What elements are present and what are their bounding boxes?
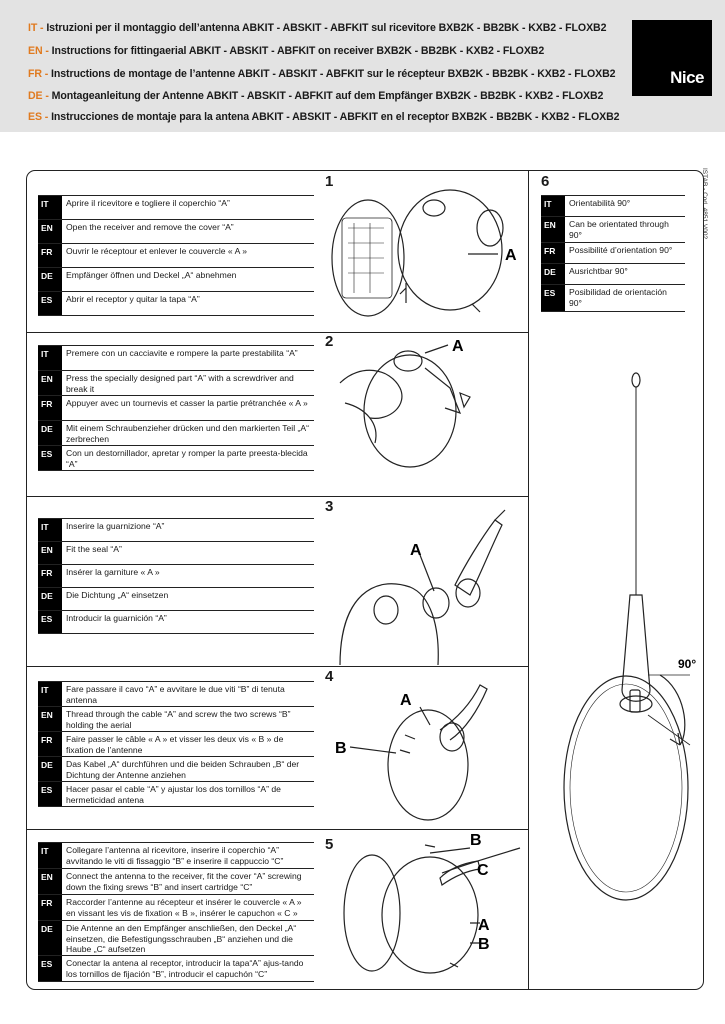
header-band (0, 0, 725, 132)
lang-tag: DE (38, 268, 62, 291)
step-number-6: 6 (541, 173, 550, 190)
instruction-table-4 (38, 681, 314, 807)
instruction-text: Can be orientated through 90° (569, 219, 669, 240)
table-row (38, 268, 314, 292)
lang-tag: EN (38, 371, 62, 395)
lang-tag: DE (38, 421, 62, 445)
instruction-table-3 (38, 518, 314, 634)
callout-label: A (410, 542, 422, 559)
table-row (541, 196, 685, 217)
lang-tag: FR (38, 396, 62, 420)
lang-tag: EN (38, 220, 62, 243)
lang-tag: ES (38, 956, 62, 981)
instruction-text: Insérer la garniture « A » (66, 567, 160, 577)
lang-tag: ES (541, 285, 565, 311)
title-text: Instrucciones de montaje para la antena ABKIT - ABSKIT - ABFKIT en el receptor BXB2K - BB2BK - KXB2 - FLOXB2 (51, 111, 620, 123)
instruction-text: Die Antenne an den Empfänger anschließen, den Deckel „A“ einsetzen, die Befestigungsschrauben „B“ anziehen und die Haube „C“ aufsetzen (66, 923, 297, 954)
lang-tag: EN (38, 707, 62, 731)
lang-tag: DE (38, 757, 62, 781)
step-divider (26, 496, 529, 497)
title-line-en: EN - Instructions for fittingaerial ABKIT - ABSKIT - ABFKIT on receiver BXB2K - BB2BK - KXB2 - FLOXB2 (28, 45, 545, 57)
lang-tag: IT (38, 843, 62, 868)
instruction-text: Con un destornillador, apretar y romper la parte preesta-blecida “A” (66, 448, 308, 469)
instruction-text: Posibilidad de orientación 90° (569, 287, 667, 308)
lang-tag: FR (541, 243, 565, 263)
lang-tag: IT (541, 196, 565, 216)
lang-tag: FR (38, 565, 62, 587)
instruction-table-2 (38, 345, 314, 471)
instruction-text: Raccorder l’antenne au récepteur et insérer le couvercle « A » en vissant les vis de fixation « B », insérer le capuchon « C » (66, 897, 302, 918)
lang-tag: DE (38, 588, 62, 610)
lang-tag: IT (38, 682, 62, 706)
step-number-4: 4 (325, 668, 334, 685)
lang-tag: ES (38, 611, 62, 633)
instruction-text: Open the receiver and remove the cover “A” (66, 222, 234, 232)
table-row (541, 243, 685, 264)
nice-logo: Nice (632, 20, 712, 96)
callout-label: C (477, 862, 489, 879)
angle-label: 90° (678, 657, 697, 671)
table-row (38, 732, 314, 757)
table-row (38, 921, 314, 956)
step1-illustration (320, 188, 525, 328)
table-row (38, 446, 314, 471)
lang-tag: IT (38, 519, 62, 541)
callout-label: B (335, 740, 347, 757)
table-row (38, 220, 314, 244)
step6-illustration (540, 370, 700, 970)
lang-tag: EN (38, 869, 62, 894)
callout-label: A (478, 917, 490, 934)
title-line-de: DE - Montageanleitung der Antenne ABKIT - ABSKIT - ABFKIT auf dem Empfänger BXB2K - BB2BK - KXB2 - FLOXB2 (28, 90, 604, 102)
step2-illustration (330, 333, 520, 493)
callout-label: B (478, 936, 490, 953)
lang-tag: FR (38, 732, 62, 756)
table-row (38, 196, 314, 220)
lang-tag: EN (541, 217, 565, 242)
instruction-text: Ausrichtbar 90° (569, 266, 628, 276)
table-row (38, 244, 314, 268)
instruction-text: Inserire la guarnizione “A” (66, 521, 165, 531)
callout-label: A (452, 338, 464, 355)
step-number-2: 2 (325, 333, 334, 350)
table-row (38, 782, 314, 807)
lang-tag: FR (38, 244, 62, 267)
table-row (38, 519, 314, 542)
instruction-text: Conectar la antena al receptor, introducir la tapa“A” ajus-tando los tornillos de fijación “B”, introducir el capuchón “C” (66, 958, 304, 979)
title-text: Montageanleitung der Antenne ABKIT - ABSKIT - ABFKIT auf dem Empfänger BXB2K - BB2BK - KXB2 - FLOXB2 (51, 90, 604, 102)
lang-tag: ES (38, 446, 62, 470)
table-row (38, 869, 314, 895)
lang-tag: FR (38, 895, 62, 920)
instruction-text: Empfänger öffnen und Deckel „A“ abnehmen (66, 270, 237, 280)
table-row (38, 542, 314, 565)
instruction-text: Collegare l’antenna al ricevitore, inserire il coperchio “A” avvitando le viti di fissaggio “B” e inserire il cappuccio “C” (66, 845, 284, 866)
callout-label: A (505, 247, 517, 264)
step3-illustration (330, 505, 525, 665)
table-row (38, 956, 314, 982)
lang-tag: ES (38, 292, 62, 315)
step-divider (26, 829, 529, 830)
step-number-5: 5 (325, 836, 334, 853)
instruction-table-1 (38, 195, 314, 316)
table-row (38, 843, 314, 869)
lang-tag: IT (38, 346, 62, 370)
lang-tag: DE (38, 921, 62, 955)
title-text: Istruzioni per il montaggio dell’antenna ABKIT - ABSKIT - ABFKIT sul ricevitore BXB2K - BB2BK - KXB2 - FLOXB2 (46, 22, 607, 34)
table-row (38, 421, 314, 446)
step5-illustration (330, 833, 525, 983)
table-row (38, 707, 314, 732)
column-divider (528, 170, 529, 990)
instruction-text: Fare passare il cavo “A” e avvitare le due viti “B” di tenuta antenna (66, 684, 285, 705)
instruction-text: Premere con un cacciavite e rompere la parte prestabilita “A” (66, 348, 298, 358)
instruction-text: Orientabilità 90° (569, 198, 631, 208)
step-number-3: 3 (325, 498, 334, 515)
callout-label: A (400, 692, 412, 709)
instruction-text: Die Dichtung „A“ einsetzen (66, 590, 169, 600)
title-text: Instructions de montage de l’antenne ABKIT - ABSKIT - ABFKIT sur le récepteur BXB2K - BB2BK - KXB2 - FLOXB2 (51, 68, 616, 80)
table-row (38, 396, 314, 421)
instruction-text: Possibilité d’orientation 90° (569, 245, 673, 255)
instruction-table-5 (38, 842, 314, 982)
instruction-text: Connect the antenna to the receiver, fit the cover “A” screwing down the fixing srews “B” and insert cartridge “C” (66, 871, 302, 892)
table-row (541, 217, 685, 243)
table-row (38, 895, 314, 921)
title-line-es: ES - Instrucciones de montaje para la antena ABKIT - ABSKIT - ABFKIT en el receptor BXB2K - BB2BK - KXB2 - FLOXB2 (28, 111, 620, 123)
table-row (38, 346, 314, 371)
table-row (541, 264, 685, 285)
step-number-1: 1 (325, 173, 334, 190)
callout-label: B (470, 833, 482, 849)
instruction-text: Appuyer avec un tournevis et casser la partie prétranchée « A » (66, 398, 308, 408)
step4-illustration (330, 675, 525, 825)
table-row (541, 285, 685, 312)
title-line-fr: FR - Instructions de montage de l’antenne ABKIT - ABSKIT - ABFKIT sur le récepteur BXB2K - BB2BK - KXB2 - FLOXB2 (28, 68, 616, 80)
title-text: Instructions for fittingaerial ABKIT - ABSKIT - ABFKIT on receiver BXB2K - BB2BK - KXB2 - FLOXB2 (51, 45, 545, 57)
document-code: ISTAB - Cod. 4851 V002 (701, 168, 708, 240)
instruction-text: Press the specially designed part “A” with a screwdriver and break it (66, 373, 294, 394)
instruction-text: Abrir el receptor y quitar la tapa “A” (66, 294, 200, 304)
instruction-text: Fit the seal “A” (66, 544, 122, 554)
instruction-table-6 (541, 195, 685, 312)
instruction-text: Hacer pasar el cable “A” y ajustar los dos tornillos “A” de hermeticidad antena (66, 784, 281, 805)
lang-tag: ES (38, 782, 62, 806)
title-line-it: IT - Istruzioni per il montaggio dell’antenna ABKIT - ABSKIT - ABFKIT sul ricevitore BXB2K - BB2BK - KXB2 - FLOXB2 (28, 22, 607, 34)
instruction-text: Thread through the cable “A” and screw the two screws “B” holding the aerial (66, 709, 291, 730)
table-row (38, 682, 314, 707)
lang-tag: IT (38, 196, 62, 219)
table-row (38, 757, 314, 782)
instruction-text: Mit einem Schraubenzieher drücken und den markierten Teil „A“ zerbrechen (66, 423, 309, 444)
instruction-text: Introducir la guarnición “A” (66, 613, 167, 623)
instruction-text: Aprire il ricevitore e togliere il coperchio “A” (66, 198, 230, 208)
step-divider (26, 666, 529, 667)
instruction-text: Das Kabel „A“ durchführen und die beiden Schrauben „B“ der Dichtung der Antenne anziehen (66, 759, 300, 780)
instruction-text: Faire passer le câble « A » et visser les deux vis « B » de fixation de l’antenne (66, 734, 284, 755)
instruction-text: Ouvrir le réceptour et enlever le couvercle « A » (66, 246, 248, 256)
table-row (38, 611, 314, 634)
lang-tag: DE (541, 264, 565, 284)
table-row (38, 588, 314, 611)
table-row (38, 371, 314, 396)
lang-tag: EN (38, 542, 62, 564)
table-row (38, 292, 314, 316)
table-row (38, 565, 314, 588)
